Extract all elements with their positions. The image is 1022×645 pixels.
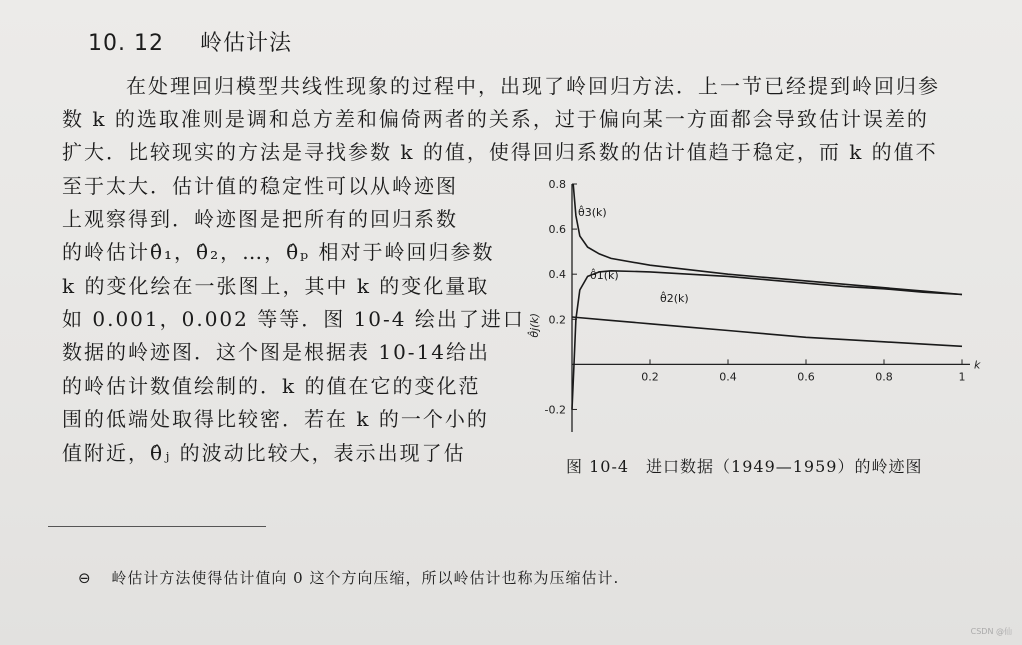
series-label: θ̂3(k): [578, 206, 607, 219]
watermark: CSDN @仙: [970, 627, 1012, 636]
paragraph-line: 上观察得到．岭迹图是把所有的回归系数: [62, 207, 458, 231]
paragraph-line: k 的变化绘在一张图上，其中 k 的变化量取: [62, 274, 490, 298]
paragraph-line: 在处理回归模型共线性现象的过程中，出现了岭回归方法．上一节已经提到岭回归参: [126, 74, 940, 98]
series-label: θ̂1(k): [590, 269, 619, 282]
x-tick-label: 0.4: [719, 370, 737, 384]
series-line: [572, 271, 962, 410]
y-tick-label: 0.8: [548, 178, 566, 191]
y-tick-label: 0.4: [548, 268, 566, 282]
paragraph-line: 的岭估计数值绘制的．k 的值在它的变化范: [62, 374, 481, 398]
x-tick-label: 0.2: [641, 370, 659, 384]
paragraph-line: 扩大．比较现实的方法是寻找参数 k 的值，使得回归系数的估计值趋于稳定，而 k 的值不: [62, 140, 938, 164]
y-axis-label: θ̂j(k): [528, 312, 541, 338]
y-tick-label: -0.2: [544, 403, 566, 417]
footnote-mark: ⊖: [78, 569, 92, 587]
paragraph-line: 值附近，θ̂ⱼ 的波动比较大，表示出现了估: [62, 441, 466, 465]
paragraph-line: 至于太大．估计值的稳定性可以从岭迹图: [62, 174, 458, 198]
section-heading: [88, 26, 292, 57]
section-title: 岭估计法: [199, 31, 292, 56]
paragraph-line: 的岭估计θ̂₁，θ̂₂，…，θ̂ₚ 相对于岭回归参数: [62, 240, 495, 264]
x-axis-label: k: [974, 358, 981, 372]
paragraph-line: 数 k 的选取准则是调和总方差和偏倚两者的关系，过于偏向某一方面都会导致估计误差的: [62, 107, 929, 131]
ridge-trace-chart: [520, 170, 990, 450]
section-number: 10. 12: [88, 31, 164, 56]
x-tick-label: 0.8: [875, 370, 893, 384]
series-line: [573, 184, 962, 295]
x-tick-label: 1: [958, 370, 966, 384]
paragraph-line: 数据的岭迹图．这个图是根据表 10-14给出: [62, 340, 491, 364]
footnote: [78, 567, 619, 588]
paragraph-line: 如 0.001，0.002 等等．图 10-4 绘出了进口: [62, 307, 525, 331]
y-tick-label: 0.6: [548, 223, 566, 237]
series-label: θ̂2(k): [660, 292, 689, 305]
paragraph-line: 围的低端处取得比较密．若在 k 的一个小的: [62, 407, 489, 431]
ridge-trace-figure: [520, 170, 990, 450]
footnote-rule: [48, 526, 266, 527]
footnote-text: 岭估计方法使得估计值向 0 这个方向压缩，所以岭估计也称为压缩估计.: [111, 569, 620, 587]
series-line: [572, 317, 962, 346]
x-tick-label: 0.6: [797, 370, 815, 384]
figure-caption: 图 10-4 进口数据（1949—1959）的岭迹图: [566, 457, 923, 476]
y-tick-label: 0.2: [548, 313, 566, 327]
